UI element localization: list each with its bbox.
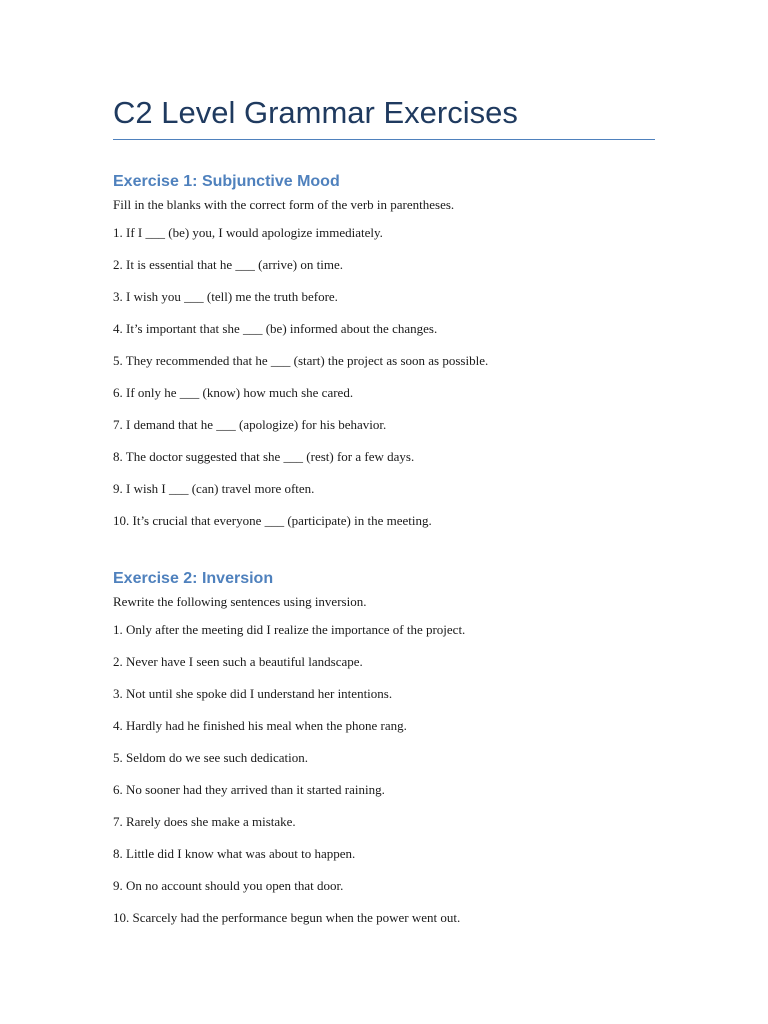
document-title: C2 Level Grammar Exercises <box>113 95 518 130</box>
exercise-1-item: 8. The doctor suggested that she ___ (rest) for a few days. <box>113 449 415 464</box>
exercise-1-item: 4. It’s important that she ___ (be) informed about the changes. <box>113 321 438 336</box>
exercise-1-instruction: Fill in the blanks with the correct form of the verb in parentheses. <box>113 197 455 212</box>
exercise-2-item: 8. Little did I know what was about to happen. <box>113 846 356 861</box>
exercise-2-item: 2. Never have I seen such a beautiful landscape. <box>113 654 363 669</box>
exercise-1-section <box>113 171 655 537</box>
exercise-2-instruction: Rewrite the following sentences using inversion. <box>113 594 367 609</box>
exercise-2-section <box>113 568 655 934</box>
exercise-2-list <box>113 614 655 934</box>
exercise-1-heading: Exercise 1: Subjunctive Mood <box>113 173 340 190</box>
exercise-1-item: 2. It is essential that he ___ (arrive) on time. <box>113 257 343 272</box>
exercise-2-item: 4. Hardly had he finished his meal when the phone rang. <box>113 718 407 733</box>
exercise-1-item: 10. It’s crucial that everyone ___ (participate) in the meeting. <box>113 513 432 528</box>
exercise-1-item: 9. I wish I ___ (can) travel more often. <box>113 481 315 496</box>
exercise-1-item: 1. If I ___ (be) you, I would apologize immediately. <box>113 225 383 240</box>
exercise-1-item: 3. I wish you ___ (tell) me the truth before. <box>113 289 338 304</box>
exercise-2-item: 5. Seldom do we see such dedication. <box>113 750 308 765</box>
exercise-2-item: 9. On no account should you open that door. <box>113 878 344 893</box>
exercise-2-item: 10. Scarcely had the performance begun when the power went out. <box>113 910 461 925</box>
exercise-2-item: 1. Only after the meeting did I realize the importance of the project. <box>113 622 466 637</box>
exercise-1-list <box>113 217 655 537</box>
exercise-1-item: 7. I demand that he ___ (apologize) for his behavior. <box>113 417 387 432</box>
exercise-1-item: 5. They recommended that he ___ (start) the project as soon as possible. <box>113 353 489 368</box>
exercise-2-item: 6. No sooner had they arrived than it started raining. <box>113 782 385 797</box>
exercise-1-item: 6. If only he ___ (know) how much she cared. <box>113 385 354 400</box>
exercise-2-heading: Exercise 2: Inversion <box>113 570 274 587</box>
exercise-2-item: 3. Not until she spoke did I understand her intentions. <box>113 686 393 701</box>
title-underline <box>113 139 655 140</box>
exercise-2-item: 7. Rarely does she make a mistake. <box>113 814 296 829</box>
